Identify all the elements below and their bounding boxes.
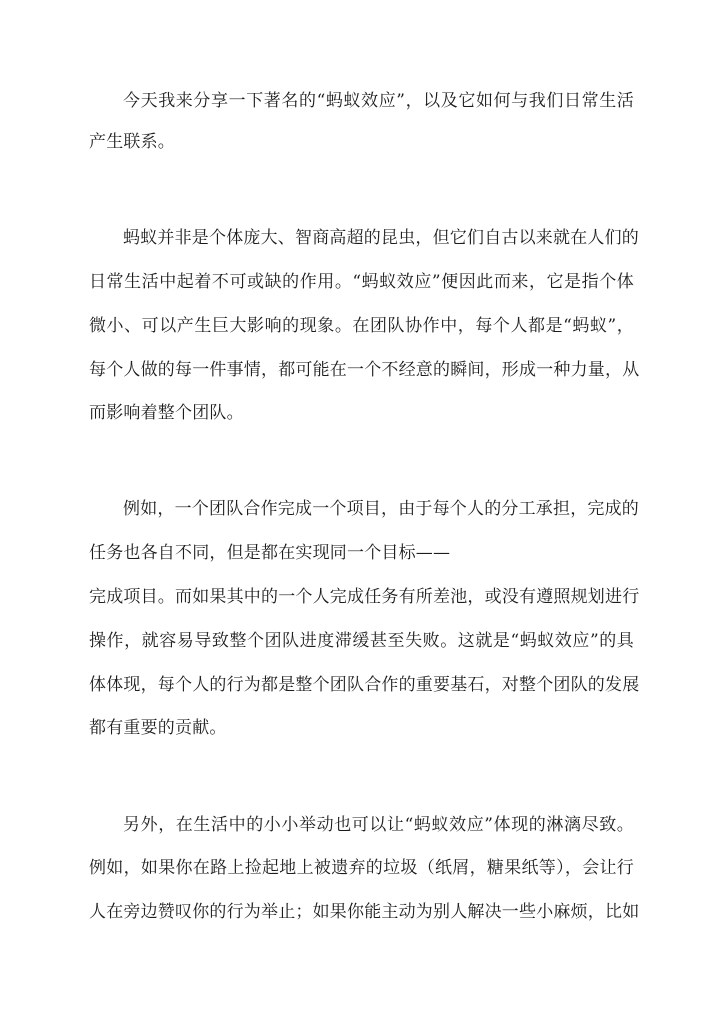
paragraph-3-line-1: 例如，一个团队合作完成一个项目，由于每个人的分工承担，完成的 [123,499,639,519]
paragraph-3-line-3: 完成项目。而如果其中的一个人完成任务有所差池，或没有遵照规划进行 [89,587,640,607]
paragraph-2-line-4: 每个人做的每一件事情，都可能在一个不经意的瞬间，形成一种力量，从 [89,360,640,380]
paragraph-2-line-2: 日常生活中起着不可或缺的作用。“蚂蚁效应”便因此而来，它是指个体 [89,272,634,292]
paragraph-2-line-1: 蚂蚁并非是个体庞大、智商高超的昆虫，但它们自古以来就在人们的 [123,228,639,248]
paragraph-4-line-1: 另外，在生活中的小小举动也可以让“蚂蚁效应”体现的淋漓尽致。 [123,815,634,835]
paragraph-3-line-5: 体体现，每个人的行为都是整个团队合作的重要基石，对整个团队的发展 [89,675,640,695]
paragraph-3-line-4: 操作，就容易导致整个团队进度滞缓甚至失败。这就是“蚂蚁效应”的具 [89,631,634,651]
paragraph-2-line-5: 而影响着整个团队。 [89,403,244,423]
paragraph-3-line-6: 都有重要的贡献。 [89,718,227,738]
paragraph-4-line-2: 例如，如果你在路上捡起地上被遗弃的垃圾（纸屑，糖果纸等），会让行 [89,858,634,878]
paragraph-4-line-3: 人在旁边赞叹你的行为举止；如果你能主动为别人解决一些小麻烦，比如 [89,902,640,922]
paragraph-1-line-2: 产生联系。 [89,132,175,152]
paragraph-1-line-1: 今天我来分享一下著名的“蚂蚁效应”，以及它如何与我们日常生活 [123,91,634,111]
paragraph-2-line-3: 微小、可以产生巨大影响的现象。在团队协作中，每个人都是“蚂蚁”， [89,316,634,336]
paragraph-3-line-2: 任务也各自不同，但是都在实现同一个目标—— [89,543,451,563]
